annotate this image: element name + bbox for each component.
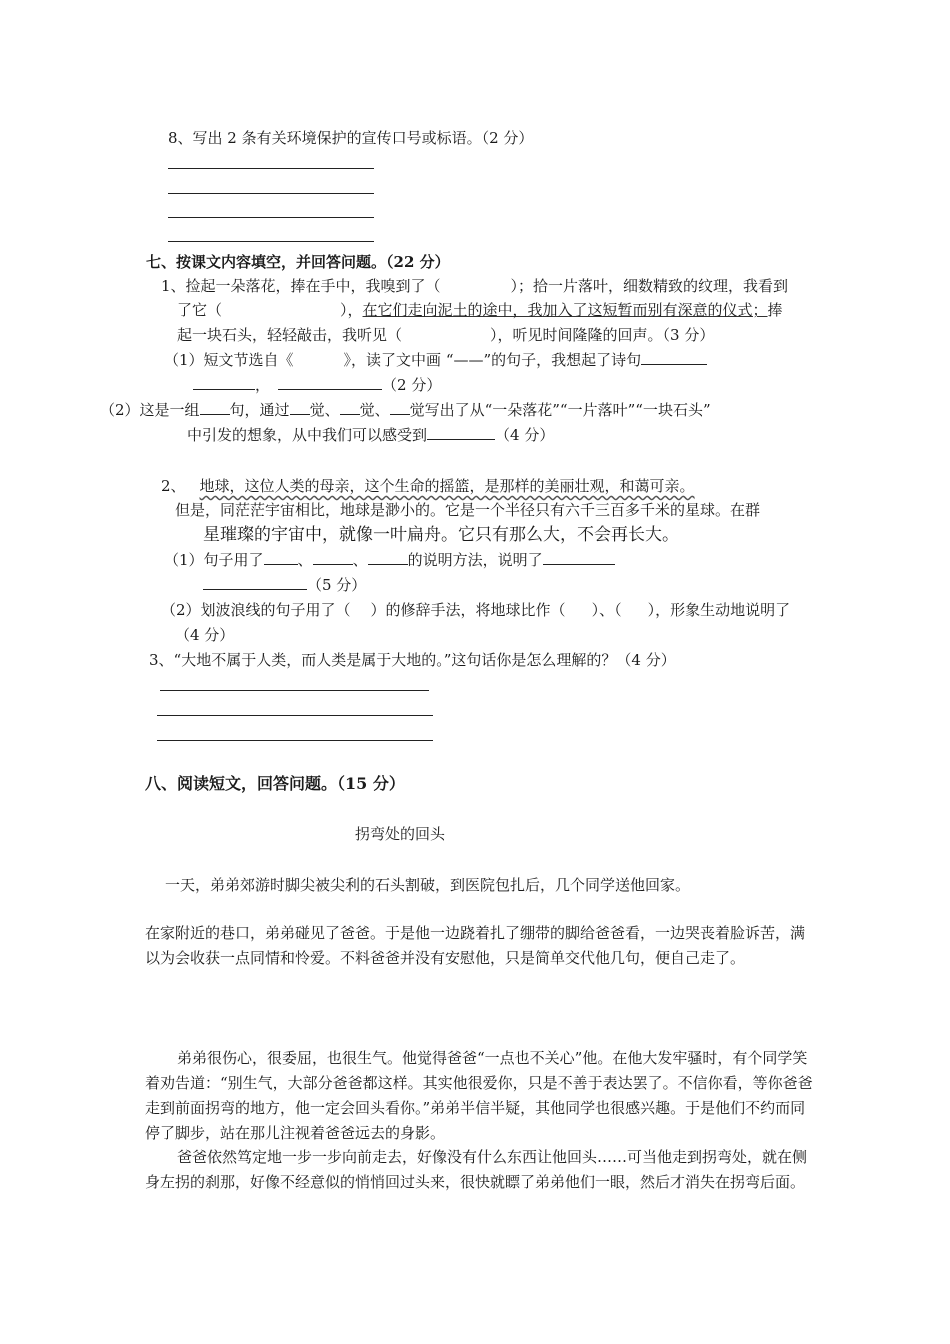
s7-q1-sub1-line-1 xyxy=(164,350,707,370)
s7-q1-sub1-text: （1）短文节选自《 xyxy=(164,351,294,369)
s7-q2-line-2: 但是，同茫茫宇宙相比，地球是渺小的。它是一个半径只有六千三百多千米的星球。在群 xyxy=(175,501,761,519)
s7-q1-sub2-text: 句，通过 xyxy=(229,401,290,419)
s7-q2-sub2-text: ）、（ xyxy=(591,601,622,619)
passage-paragraph-4: 爸爸依然笃定地一步一步向前走去，好像没有什么东西让他回头……可当他走到拐弯处，就在侧身左拐的刹那，好像不经意似的悄悄回过头来，很快就瞟了弟弟他们一眼，然后才消失在拐弯后面。 xyxy=(145,1148,808,1191)
q8-answer-line-4[interactable] xyxy=(168,241,374,242)
q8-prompt: 8、写出 2 条有关环境保护的宣传口号或标语。（2 分） xyxy=(168,129,534,147)
s7-q1-text: ）；拾一片落叶，细数精致的纹理，我看到 xyxy=(510,277,789,295)
s7-q2-sub1-text: 、 xyxy=(352,551,368,569)
s7-q2-sub2-line-1 xyxy=(161,600,790,620)
s7-q1-sub2-line-2 xyxy=(187,425,554,445)
s7-q1-sub2-blank-feeling[interactable] xyxy=(427,425,495,440)
s7-q1-sub1-blank-poem-2[interactable] xyxy=(193,375,255,390)
s7-q1-sub2-text: 觉写出了从“一朵落花”“一片落叶”“一块石头” xyxy=(409,401,711,419)
s7-q2-sub1-text: 、 xyxy=(297,551,313,569)
section-8-heading: 八、阅读短文，回答问题。（15 分） xyxy=(145,774,405,793)
s7-q1-sub2-blank-sentence-type[interactable] xyxy=(200,400,230,415)
s7-q2-sub2-text: （2）划波浪线的句子用了（ xyxy=(161,601,351,619)
s7-q1-sub1-blank-poem-1[interactable] xyxy=(641,350,707,365)
passage-paragraph-2: 在家附近的巷口，弟弟碰见了爸爸。于是他一边跷着扎了绷带的脚给爸爸看，一边哭丧着脸诉苦，满以为会收获一点同情和怜爱。不料爸爸并没有安慰他，只是简单交代他几句，便自己走了。 xyxy=(145,924,806,967)
s7-q2-sub1-text: 的说明方法，说明了 xyxy=(407,551,543,569)
s7-q1-line-1 xyxy=(161,276,788,296)
s7-q2-wavy-sentence: 地球，这位人类的母亲，这个生命的摇篮，是那样的美丽壮观，和蔼可亲。 xyxy=(199,477,695,495)
s7-q3-answer-line-1[interactable] xyxy=(160,690,429,691)
s7-q1-text: ），听见时间隆隆的回声。（3 分） xyxy=(490,326,715,344)
s7-q2-sub1-blank-explain-1[interactable] xyxy=(543,550,615,565)
s7-q3-answer-line-3[interactable] xyxy=(157,740,433,741)
s7-q1-line-3 xyxy=(177,325,714,345)
s7-q1-sub1-blank-poem-3[interactable] xyxy=(278,375,382,390)
s7-q1-sub1-text: 》，读了文中画 “——”的句子，我想起了诗句 xyxy=(343,351,642,369)
s7-q1-sub1-line-2 xyxy=(193,375,441,395)
s7-q1-sub2-text: 觉、 xyxy=(359,401,390,419)
s7-q1-text: ）， xyxy=(340,301,363,319)
s7-q2-line-3: 星璀璨的宇宙中，就像一叶扁舟。它只有那么大，不会再长大。 xyxy=(203,525,679,545)
s7-q1-text: 捧 xyxy=(767,301,783,319)
s7-q2-sub2-text: ），形象生动地说明了 xyxy=(647,601,791,619)
section-7-heading: 七、按课文内容填空，并回答问题。（22 分） xyxy=(146,253,450,271)
s7-q1-sub2-blank-sense-3[interactable] xyxy=(390,400,410,415)
s7-q2-sub1-text: （1）句子用了 xyxy=(164,551,264,569)
q8-answer-line-3[interactable] xyxy=(168,217,374,218)
passage-paragraph-1: 一天，弟弟郊游时脚尖被尖利的石头割破，到医院包扎后，几个同学送他回家。 xyxy=(165,876,691,894)
s7-q1-sub2-text: 中引发的想象，从中我们可以感受到 xyxy=(187,426,428,444)
s7-q2-sub1-line-1 xyxy=(164,550,615,570)
s7-q1-text: 1、捡起一朵落花，捧在手中，我嗅到了（ xyxy=(161,277,441,295)
s7-q1-sub2-text: （2）这是一组 xyxy=(100,401,200,419)
s7-q2-sub1-text: （5 分） xyxy=(307,576,367,594)
s7-q2-sub1-line-2 xyxy=(203,575,366,595)
s7-q2-sub1-blank-method-3[interactable] xyxy=(368,550,408,565)
s7-q2-sub2-text: ）的修辞手法，将地球比作（ xyxy=(370,601,566,619)
s7-q2-line-1 xyxy=(161,476,695,496)
s7-q1-sub1-text: （2 分） xyxy=(382,376,442,394)
s7-q1-text: 起一块石头，轻轻敲击，我听见（ xyxy=(177,326,403,344)
s7-q1-sub2-blank-sense-1[interactable] xyxy=(290,400,310,415)
s7-q1-sub2-blank-sense-2[interactable] xyxy=(340,400,360,415)
s7-q2-sub1-blank-explain-2[interactable] xyxy=(203,575,307,590)
passage-title: 拐弯处的回头 xyxy=(355,825,446,843)
passage-paragraph-3: 弟弟很伤心，很委屈，也很生气。他觉得爸爸“一点也不关心”他。在他大发牢骚时，有个同学笑着劝告道：“别生气，大部分爸爸都这样。其实他很爱你，只是不善于表达罢了。不信你看，等你爸爸走到前面拐弯的地方，他一定会回头看你。”弟弟半信半疑，其他同学也很感兴趣。于是他们不约而同停了脚步，站在那儿注视着爸爸远去的身影。 xyxy=(145,1049,813,1142)
s7-q3-answer-line-2[interactable] xyxy=(157,715,433,716)
s7-q1-sub2-text: 觉、 xyxy=(309,401,340,419)
s7-q2-sub1-blank-method-2[interactable] xyxy=(313,550,353,565)
s7-q1-sub2-text: （4 分） xyxy=(495,426,555,444)
s7-q3-prompt: 3、“大地不属于人类，而人类是属于大地的。”这句话你是怎么理解的？（4 分） xyxy=(149,651,676,669)
q8-answer-line-2[interactable] xyxy=(168,193,374,194)
s7-q2-sub2-line-2: （4 分） xyxy=(175,626,235,644)
s7-q2-sub1-blank-method-1[interactable] xyxy=(264,550,298,565)
q8-answer-line-1[interactable] xyxy=(168,168,374,169)
s7-q1-sub1-text: ， xyxy=(255,376,271,394)
s7-q2-number: 2、 xyxy=(161,477,186,495)
s7-q1-text: 了它（ xyxy=(177,301,223,319)
s7-q1-underlined-sentence: 在它们走向泥土的途中，我加入了这短暂而别有深意的仪式； xyxy=(362,301,768,319)
s7-q1-sub2-line-1 xyxy=(100,400,711,420)
s7-q1-line-2 xyxy=(177,300,783,320)
